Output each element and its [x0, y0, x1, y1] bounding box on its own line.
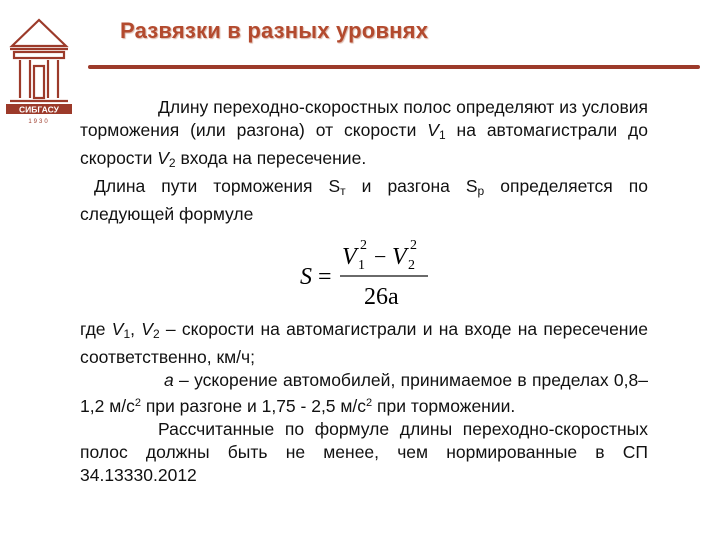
- formula-eq: =: [318, 264, 332, 290]
- p1-text-c: входа на пересечение.: [175, 148, 367, 168]
- slide-body: [80, 96, 648, 487]
- p3-v2-sub: 2: [152, 327, 160, 341]
- p4-text-a: – ускорение автомобилей, принимаемое в пределах 0,8–1,2 м/с: [80, 370, 648, 416]
- title-underline: [88, 65, 700, 69]
- paragraph-4: [80, 369, 648, 418]
- slide-title: Развязки в разных уровнях: [120, 18, 429, 43]
- p4-a-var: а: [164, 370, 174, 390]
- paragraph-5: [80, 418, 648, 487]
- paragraph-1: [80, 96, 648, 175]
- p2-text-c: определяется по следующей формуле: [80, 176, 648, 224]
- formula-minus: −: [374, 244, 387, 269]
- p4-text-b: при разгоне и 1,75 - 2,5 м/с: [140, 396, 367, 416]
- formula-num-sub2: 2: [408, 258, 415, 273]
- p3-text-b: – скорости на автомагистрали и на входе на пересечение соответственно, км/ч;: [80, 319, 648, 367]
- p1-v2: V: [157, 148, 169, 168]
- p3-v2: V: [141, 319, 153, 339]
- braking-distance-formula: [296, 234, 446, 314]
- p1-text-a: Длину переходно-скоростных полос определяют из условия торможения (или разгона) от скорости: [80, 97, 648, 140]
- formula-num-sup1: 2: [360, 238, 367, 253]
- p1-v1-sub: 1: [438, 128, 446, 142]
- formula-num-sub1: 1: [358, 258, 365, 273]
- p4-sup2: 2: [366, 397, 373, 409]
- p5-text: Рассчитанные по формуле длины переходно-скоростных полос должны быть не менее, чем нормированные в СП 34.13330.2012: [80, 419, 648, 485]
- paragraph-2: [80, 175, 648, 226]
- p2-text-b: и разгона S: [345, 176, 478, 196]
- formula-num-v1: V: [342, 244, 357, 270]
- university-logo: [4, 6, 74, 126]
- p1-text-b: на автомагистрали до скорости: [80, 120, 648, 168]
- p2-text-a: Длина пути торможения S: [94, 176, 341, 196]
- formula-num-sup2: 2: [410, 238, 417, 253]
- p1-v1: V: [427, 120, 439, 140]
- p4-sup1: 2: [134, 397, 141, 409]
- p2-st-sub: т: [340, 184, 346, 198]
- formula-num-v2: V: [392, 244, 407, 270]
- p4-text-c: при торможении.: [372, 396, 516, 416]
- p3-v1-sub: 1: [123, 327, 131, 341]
- p3-text-a: где: [80, 319, 112, 339]
- formula-block: [80, 226, 648, 318]
- logo-year: 1930: [28, 119, 50, 125]
- formula-lhs: S: [300, 264, 312, 290]
- p3-v1: V: [111, 319, 124, 339]
- formula-denominator: 26a: [364, 284, 399, 310]
- logo-text: СИБГАСУ: [19, 104, 59, 115]
- p3-comma: ,: [130, 319, 142, 339]
- paragraph-3: [80, 318, 648, 369]
- p1-v2-sub: 2: [168, 156, 176, 170]
- p2-sp-sub: р: [477, 184, 485, 198]
